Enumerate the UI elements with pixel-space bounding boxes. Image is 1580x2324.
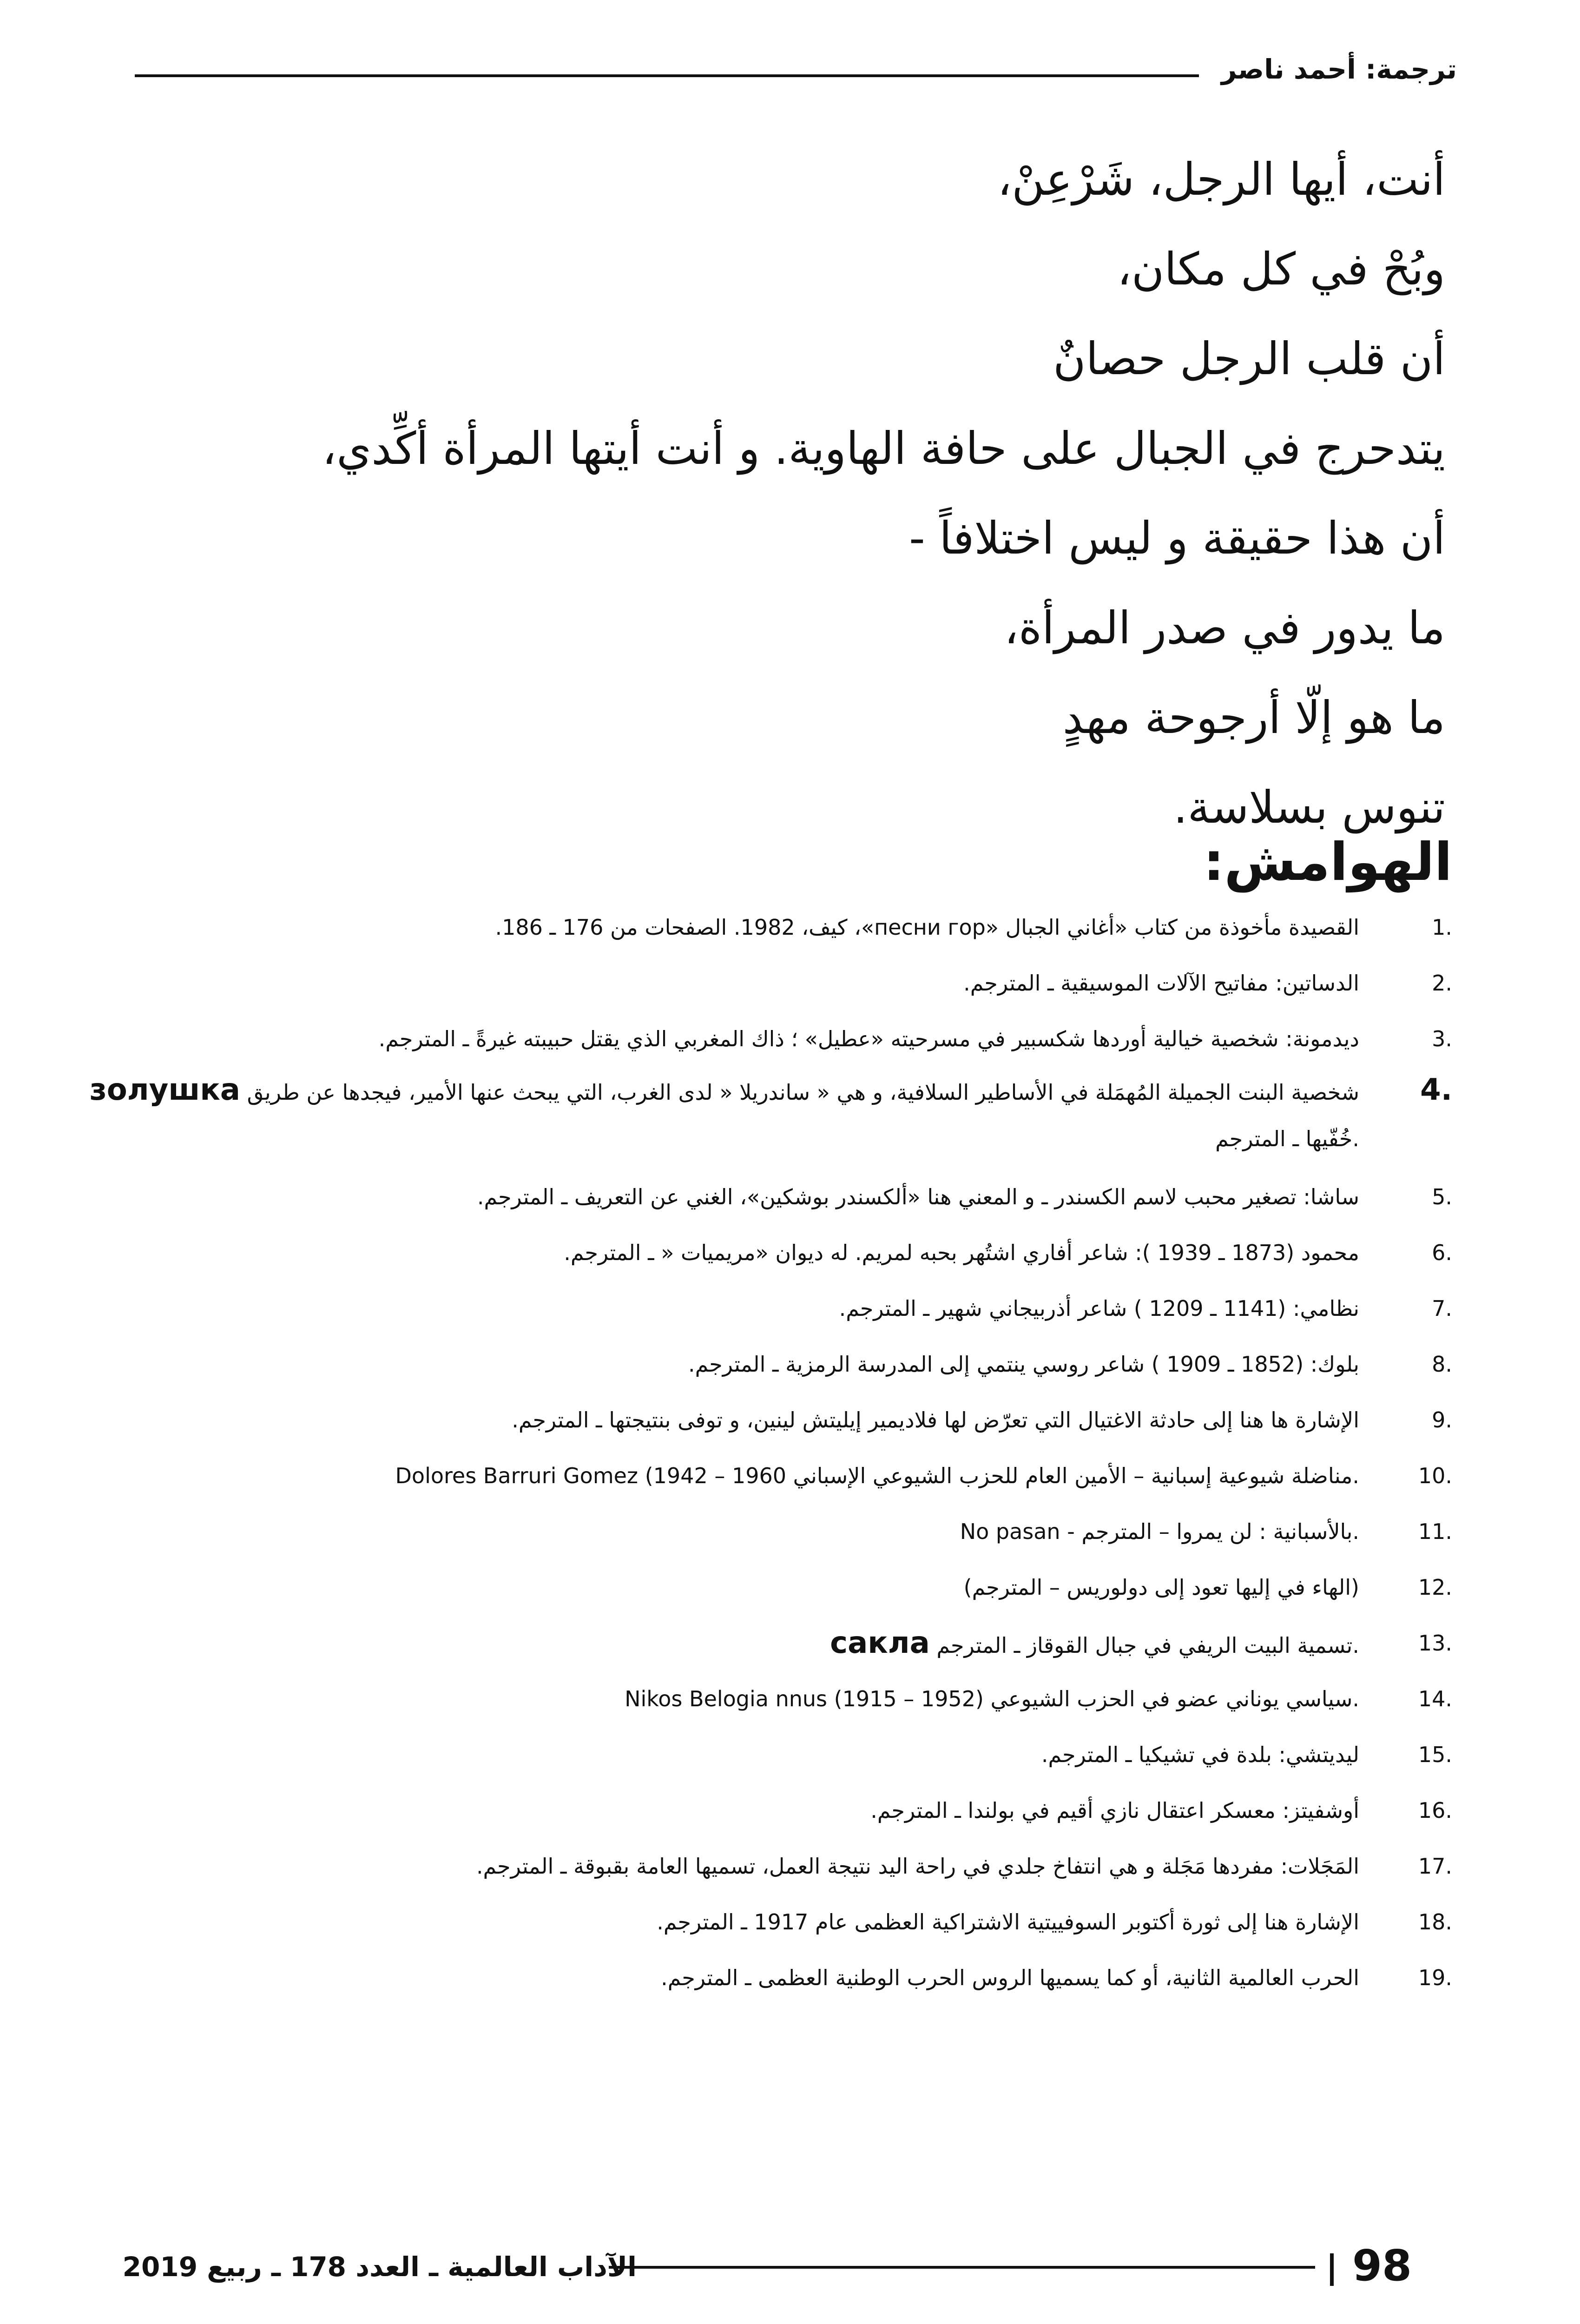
footnote-item: [67, 1174, 1452, 1220]
footnote-item: [67, 1676, 1452, 1722]
footnote-item: [67, 904, 1452, 951]
footnote-number: 9.: [1432, 1407, 1452, 1433]
page-number: 98: [1352, 2241, 1412, 2291]
footnote-item: [67, 1954, 1452, 2001]
footnote-number: 12.: [1418, 1575, 1452, 1600]
footnote-number: 17.: [1418, 1854, 1452, 1879]
poem-line: أنت، أيها الرجل، شَرْعِنْ،: [997, 153, 1445, 205]
footnote-text: المَجَلات: مفردها مَجَلة و هي انتفاخ جلدي في راحة اليد نتيجة العمل، تسميها العامة بقبوقة ـ المترجم.: [476, 1854, 1359, 1879]
footnote-text: الدساتين: مفاتيح الآلات الموسيقية ـ المترجم.: [963, 971, 1359, 996]
footnote-text: (الهاء في إليها تعود إلى دولوريس – المترجم): [963, 1575, 1359, 1600]
footnote-item: [67, 960, 1452, 1006]
poem-line: وبُحْ في كل مكان،: [1117, 243, 1445, 295]
footnote-text: بلوك: (1852 ـ 1909 ) شاعر روسي ينتمي إلى المدرسة الرمزية ـ المترجم.: [688, 1352, 1359, 1377]
footnote-item: [67, 1508, 1452, 1555]
footnote-text: Nikos Belogia nnus (1915 – 1952) سياسي يوناني عضو في الحزب الشيوعي.: [625, 1686, 1359, 1711]
translator-credit: ترجمة: أحمد ناصر: [1221, 53, 1457, 85]
footnote-number: 19.: [1418, 1965, 1452, 1990]
footnote-number: 7.: [1432, 1296, 1452, 1321]
footnote-number: 11.: [1418, 1519, 1452, 1544]
footnote-text: ليديتشي: بلدة في تشيكيا ـ المترجم.: [1041, 1742, 1359, 1767]
cyrillic-term: золушка: [89, 1073, 240, 1107]
footnote-item: [67, 1620, 1452, 1666]
footnote-number: 16.: [1418, 1798, 1452, 1823]
cyrillic-term: сакла: [830, 1626, 930, 1660]
footnote-item: [67, 1899, 1452, 1945]
footnote-number: 3.: [1432, 1026, 1452, 1051]
footnote-number: 5.: [1432, 1184, 1452, 1209]
footnote-number: 18.: [1418, 1909, 1452, 1934]
footnote-number: 4.: [1420, 1073, 1452, 1107]
footnote-text: الحرب العالمية الثانية، أو كما يسميها الروس الحرب الوطنية العظمى ـ المترجم.: [661, 1965, 1359, 1990]
footnote-item: [67, 1341, 1452, 1387]
footnote-text: الإشارة ها هنا إلى حادثة الاغتيال التي تعرّض لها فلاديمير إيليتش لينين، و توفى بنتيجتها ـ المترجم.: [512, 1407, 1359, 1433]
footnote-text: [67, 1620, 1359, 1669]
footnote-number: 14.: [1418, 1686, 1452, 1711]
header-rule: [135, 74, 1199, 77]
footnote-text: محمود (1873 ـ 1939 ): شاعر أفاري اشتُهر بحبه لمريم. له ديوان «مريميات « ـ المترجم.: [564, 1240, 1359, 1265]
footnote-item: [67, 1397, 1452, 1443]
poem-line: أن هذا حقيقة و ليس اختلافاً -: [909, 512, 1445, 564]
footnote-number: 6.: [1432, 1240, 1452, 1265]
footnote-number: 15.: [1418, 1742, 1452, 1767]
footnote-item: [67, 1067, 1452, 1160]
poem-line: تنوس بسلاسة.: [1173, 781, 1445, 833]
footnotes-heading: الهوامش:: [1203, 832, 1452, 892]
footnote-item: [67, 1564, 1452, 1611]
footnote-text: [67, 1067, 1359, 1162]
footnote-item: [67, 1843, 1452, 1889]
poem-line: أن قلب الرجل حصانٌ: [1053, 333, 1445, 385]
footer-separator: [1330, 2253, 1334, 2286]
poem-stanza: [191, 135, 1445, 852]
footnote-text: ساشا: تصغير محبب لاسم الكسندر ـ و المعني هنا «ألكسندر بوشكين»، الغني عن التعريف ـ المترجم.: [477, 1184, 1359, 1209]
footnote-item: [67, 1229, 1452, 1276]
footnote-text-body: تسمية البيت الريفي في جبال القوقاز ـ المترجم.: [936, 1633, 1359, 1658]
footnote-item: [67, 1452, 1452, 1499]
footnote-item: [67, 1016, 1452, 1062]
footnote-text: Dolores Barruri Gomez (1942 – 1960 مناضلة شيوعية إسبانية – الأمين العام للحزب الشيوعي الإسباني.: [395, 1463, 1359, 1488]
poem-line: ما هو إلّا أرجوحة مهدٍ: [1062, 692, 1445, 744]
footnote-text: نظامي: (1141 ـ 1209 ) شاعر أذربيجاني شهير ـ المترجم.: [839, 1296, 1359, 1321]
footnote-text: القصيدة مأخوذة من كتاب «أغاني الجبال «песни гор»، كيف، 1982. الصفحات من 176 ـ 186.: [495, 915, 1359, 940]
footnote-text: أوشفيتز: معسكر اعتقال نازي أقيم في بولندا ـ المترجم.: [870, 1798, 1359, 1823]
footnote-number: 8.: [1432, 1352, 1452, 1377]
footnote-number: 13.: [1418, 1631, 1452, 1656]
issue-info: الآداب العالمية ـ العدد 178 ـ ربيع 2019: [122, 2251, 637, 2283]
footnote-text: الإشارة هنا إلى ثورة أكتوبر السوفييتية الاشتراكية العظمى عام 1917 ـ المترجم.: [657, 1909, 1359, 1934]
footnote-item: [67, 1285, 1452, 1332]
poem-line: ما يدور في صدر المرأة،: [1004, 602, 1445, 654]
footnote-number: 2.: [1432, 971, 1452, 996]
poem-line: يتدحرج في الجبال على حافة الهاوية. و أنت أيتها المرأة أكِّدي،: [322, 423, 1445, 475]
footnote-text: ديدمونة: شخصية خيالية أوردها شكسبير في مسرحيته «عطيل» ؛ ذاك المغربي الذي يقتل حبيبته غيرةً ـ المترجم.: [378, 1026, 1359, 1051]
footer-rule: [609, 2266, 1315, 2269]
footnote-item: [67, 1731, 1452, 1778]
footnote-number: 10.: [1418, 1463, 1452, 1488]
footnote-text-body: شخصية البنت الجميلة المُهمَلة في الأساطير السلافية، و هي « ساندريلا « لدى الغرب، التي يبحث عنها الأمير، فيجدها عن طريق خُفّيها ـ المترجم.: [247, 1080, 1359, 1151]
footnote-item: [67, 1787, 1452, 1834]
footnote-text: No pasan - بالأسبانية : لن يمروا – المترجم.: [960, 1519, 1359, 1544]
footnote-number: 1.: [1432, 915, 1452, 940]
